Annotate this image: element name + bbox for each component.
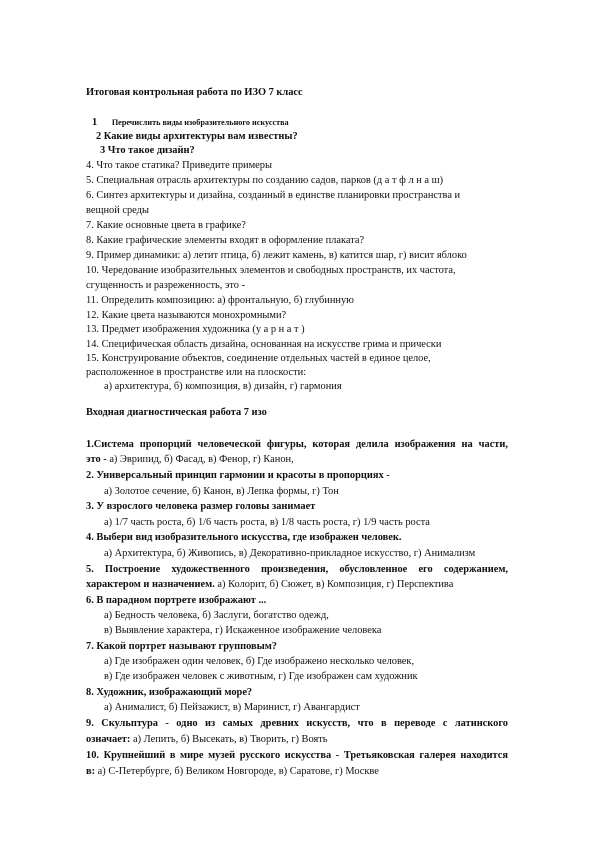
s2-question-8-options: а) Анималист, б) Пейзажист, в) Маринист, г) Авангардист	[104, 702, 360, 713]
s1-question-5: 5. Специальная отрасль архитектуры по созданию садов, парков (д а т ф л н а ш)	[86, 175, 444, 186]
s2-question-3-options: а) 1/7 часть роста, б) 1/6 часть роста, в) 1/8 часть роста, г) 1/9 часть роста	[104, 517, 430, 528]
s2-question-4: 4. Выбери вид изобразительного искусства, где изображен человек.	[86, 532, 402, 543]
s1-question-15-options: а) архитектура, б) композиция, в) дизайн, г) гармония	[104, 381, 342, 392]
s1-question-7: 7. Какие основные цвета в графике?	[86, 220, 246, 231]
s2-question-7-options-1: а) Где изображен один человек, б) Где изображено несколько человек,	[104, 656, 415, 667]
s2-q1-options: а) Эврипид, б) Фасад, в) Фенор, г) Канон,	[106, 454, 294, 465]
s2-question-8: 8. Художник, изображающий море?	[86, 687, 253, 698]
s1-question-1	[92, 116, 289, 129]
s1-question-10-line2: сгущенность и разреженность, это -	[86, 280, 246, 291]
s1-question-4: 4. Что такое статика? Приведите примеры	[86, 160, 272, 171]
s2-q10-lead: в:	[86, 766, 96, 777]
s1-question-15-line1: 15. Конструирование объектов, соединение отдельных частей в единое целое,	[86, 353, 431, 364]
section1-title: Итоговая контрольная работа по ИЗО 7 класс	[86, 87, 303, 98]
s1-question-2: 2 Какие виды архитектуры вам известны?	[96, 131, 298, 142]
s2-question-2: 2. Универсальный принцип гармонии и красоты в пропорциях -	[86, 470, 390, 481]
s1-question-13: 13. Предмет изображения художника (у а р н а т )	[86, 324, 305, 335]
s2-q5-options: а) Колорит, б) Сюжет, в) Композиция, г) Перспектива	[214, 579, 454, 590]
s1-question-12: 12. Какие цвета называются монохромными?	[86, 310, 287, 321]
s2-question-3: 3. У взрослого человека размер головы занимает	[86, 501, 316, 512]
s2-question-9-line2	[86, 733, 328, 746]
s2-q5-lead: характером и назначением.	[86, 579, 215, 590]
s2-q10-options: а) С-Петербурге, б) Великом Новгороде, в) Саратове, г) Москве	[95, 766, 379, 777]
s2-question-4-options: а) Архитектура, б) Живопись, в) Декоративно-прикладное искусство, г) Анимализм	[104, 548, 476, 559]
s2-question-5-line1: 5. Построение художественного произведения, обусловленное его содержанием,	[86, 564, 508, 575]
section2-title: Входная диагностическая работа 7 изо	[86, 407, 267, 418]
s2-question-2-options: а) Золотое сечение, б) Канон, в) Лепка формы, г) Тон	[104, 486, 339, 497]
s1-question-14: 14. Специфическая область дизайна, основанная на искусстве грима и прически	[86, 339, 442, 350]
s2-question-5-line2	[86, 578, 453, 591]
s2-question-7-options-2: в) Где изображен человек с животным, г) Где изображен сам художник	[104, 671, 418, 682]
s1-question-8: 8. Какие графические элементы входят в оформление плаката?	[86, 235, 365, 246]
s1-question-6-line2: вещной среды	[86, 205, 149, 216]
s2-question-6-options-1: а) Бедность человека, б) Заслуги, богатство одежд,	[104, 610, 329, 621]
s2-question-1-line1: 1.Система пропорций человеческой фигуры, которая делила изображения на части,	[86, 439, 508, 450]
s1-question-3: 3 Что такое дизайн?	[100, 145, 195, 156]
s2-question-6: 6. В парадном портрете изображают ...	[86, 595, 267, 606]
s2-question-10-line2	[86, 765, 379, 778]
s2-q1-lead: это -	[86, 454, 107, 465]
s1-q1-text: Перечислить виды изобразительного искусства	[111, 118, 289, 127]
s2-question-7: 7. Какой портрет называют групповым?	[86, 641, 278, 652]
s2-question-1-line2	[86, 453, 294, 466]
s1-question-15-line2: расположенное в пространстве или на плоскости:	[86, 367, 307, 378]
s1-question-6-line1: 6. Синтез архитектуры и дизайна, созданный в единстве планировки пространства и	[86, 190, 461, 201]
s2-q9-lead: означает:	[86, 734, 131, 745]
s1-question-11: 11. Определить композицию: а) фронтальную, б) глубинную	[86, 295, 354, 306]
s2-q9-options: а) Лепить, б) Высекать, в) Творить, г) Воять	[130, 734, 328, 745]
s2-question-10-line1: 10. Крупнейший в мире музей русского искусства - Третьяковская галерея находится	[86, 750, 508, 761]
s1-question-10-line1: 10. Чередование изобразительных элементов и свободных пространств, их частота,	[86, 265, 456, 276]
s2-question-9-line1: 9. Скульптура - одно из самых древних искусств, что в переводе с латинского	[86, 718, 508, 729]
s1-q1-number: 1	[92, 117, 98, 128]
s2-question-6-options-2: в) Выявление характера, г) Искаженное изображение человека	[104, 625, 382, 636]
s1-question-9: 9. Пример динамики: а) летит птица, б) лежит камень, в) катится шар, г) висит яблоко	[86, 250, 467, 261]
